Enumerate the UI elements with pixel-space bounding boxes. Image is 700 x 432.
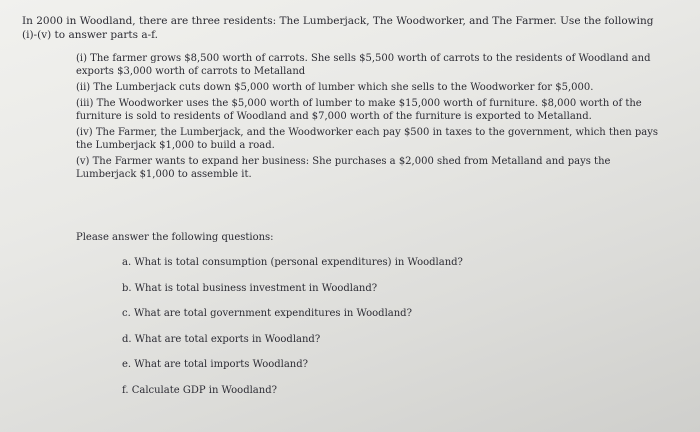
part-i: (i) The farmer grows $8,500 worth of carrots. She sells $5,500 worth of carrots to the residents of Woodland and exports $3,000 worth of carrots to Metalland <box>76 53 651 77</box>
question-d: d. What are total exports in Woodland? <box>122 333 321 345</box>
questions-list <box>122 256 582 409</box>
question-b: b. What is total business investment in Woodland? <box>122 282 378 294</box>
part-iii: (iii) The Woodworker uses the $5,000 worth of lumber to make $15,000 worth of furniture. $8,000 worth of the furniture is sold to residents of Woodland and $7,000 worth of the furniture is exported to Metalland. <box>76 98 642 122</box>
question-a: a. What is total consumption (personal expenditures) in Woodland? <box>122 257 463 268</box>
questions-prompt: Please answer the following questions: <box>76 232 274 243</box>
intro-text: In 2000 in Woodland, there are three residents: The Lumberjack, The Woodworker, and The Farmer. Use the following (i)-(v) to answer parts a-f. <box>22 15 654 41</box>
scenario-parts <box>76 52 666 184</box>
question-f: f. Calculate GDP in Woodland? <box>122 384 277 396</box>
part-ii: (ii) The Lumberjack cuts down $5,000 worth of lumber which she sells to the Woodworker for $5,000. <box>76 82 594 93</box>
question-c: c. What are total government expenditures in Woodland? <box>122 308 412 319</box>
question-e: e. What are total imports Woodland? <box>122 359 309 370</box>
part-v: (v) The Farmer wants to expand her business: She purchases a $2,000 shed from Metalland and pays the Lumberjack $1,000 to assemble it. <box>76 156 611 180</box>
part-iv: (iv) The Farmer, the Lumberjack, and the Woodworker each pay $500 in taxes to the government, which then pays the Lumberjack $1,000 to build a road. <box>76 127 658 151</box>
